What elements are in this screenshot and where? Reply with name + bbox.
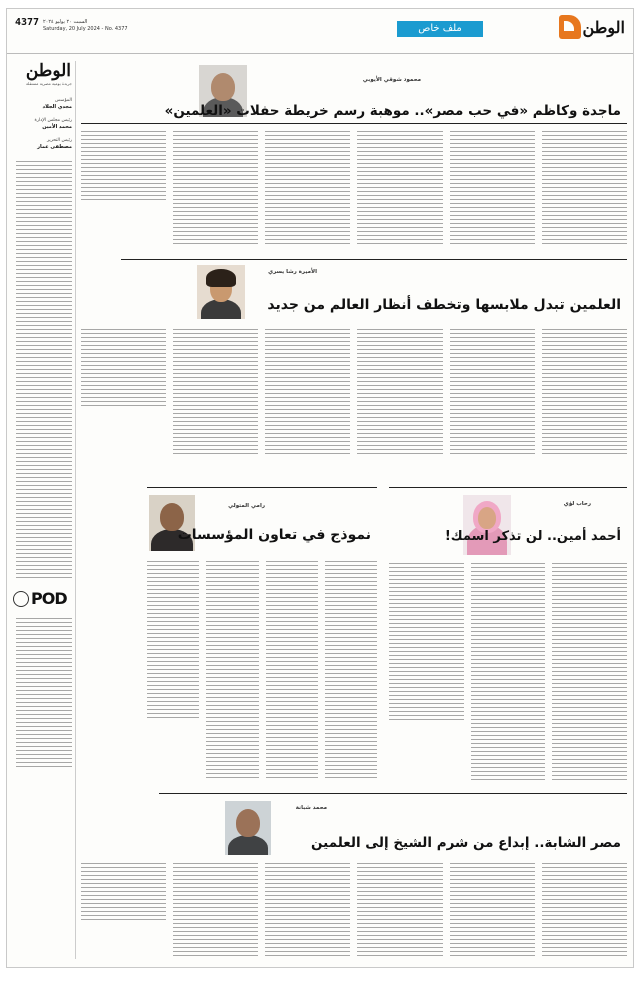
article-5 (81, 793, 627, 961)
headline-rule (81, 123, 627, 124)
headline: مصر الشابة.. إبداع من شرم الشيخ إلى العلمين (311, 835, 621, 851)
article-2 (81, 259, 627, 465)
sidebar-footer-text (16, 618, 72, 768)
dateline-en: Saturday, 20 July 2024 - No. 4377 (43, 26, 128, 32)
brand-name: الوطن (582, 17, 625, 37)
sidebar-logo: الوطن (25, 61, 71, 81)
newspaper-page (6, 8, 634, 968)
brand-mark-icon (559, 15, 581, 39)
article-body (81, 863, 627, 957)
dateline-ar: السبت ٢٠ يوليو ٢٠٢٤ (43, 19, 88, 25)
article-4 (389, 487, 627, 787)
section-rule (159, 793, 627, 794)
byline: محمود شوقي الأيوبي (362, 77, 421, 83)
founder-name: مجدي الجلاد (42, 104, 72, 110)
author-photo (225, 801, 271, 855)
section-tag: ملف خاص (397, 21, 483, 37)
article-body (389, 563, 627, 781)
founder-role: المؤسس (54, 98, 72, 103)
author-photo (197, 265, 245, 319)
dateline (43, 19, 128, 33)
article-body (81, 329, 627, 457)
byline: الأميرة رشا يسري (268, 269, 317, 275)
masthead-note: جريدة يومية مصرية مستقلة (26, 81, 72, 86)
pod-text: POD (31, 589, 67, 608)
article-body (81, 131, 627, 247)
article-1 (81, 59, 627, 255)
issue-number: 4377 (15, 17, 40, 28)
headline: نموذج في تعاون المؤسسات (177, 527, 371, 543)
masthead (7, 9, 633, 54)
pod-logo (13, 589, 71, 608)
chairman-name: محمد الأمين (42, 124, 72, 130)
section-rule (121, 259, 627, 260)
byline: رحاب لؤي (563, 501, 591, 507)
editor-role: رئيس التحرير (46, 138, 72, 143)
byline: محمد شبانة (295, 805, 327, 811)
headline: العلمين تبدل ملابسها وتخطف أنظار العالم من جديد (267, 297, 621, 313)
section-rule (147, 487, 377, 488)
pod-circle-icon (13, 591, 29, 607)
staff-sidebar (13, 61, 76, 959)
author-photo (463, 495, 511, 555)
brand-logo (559, 15, 626, 39)
section-rule (389, 487, 627, 488)
headline: أحمد أمين.. لن تذكر اسمك! (444, 529, 621, 544)
chairman-role: رئيس مجلس الإدارة (34, 118, 72, 123)
byline: رامي المتولي (228, 503, 265, 509)
article-3 (81, 487, 377, 787)
headline: ماجدة وكاظم «في حب مصر».. موهبة رسم خريطة حفلات «العلمين» (164, 103, 621, 119)
editor-name: مصطفى عمار (37, 144, 72, 150)
staff-list (16, 161, 72, 581)
article-body (147, 561, 377, 781)
